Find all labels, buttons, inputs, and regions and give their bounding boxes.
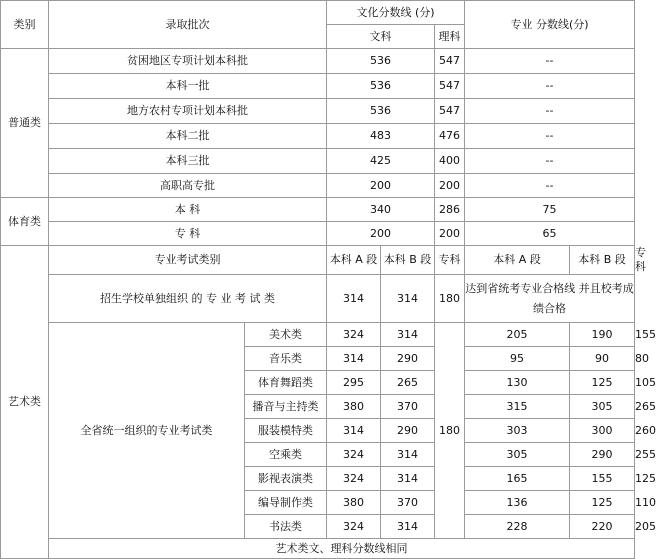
art-header-major-bk-b: 本科 B 段	[570, 246, 635, 275]
general-batch: 地方农村专项计划本科批	[49, 99, 327, 124]
general-major: --	[465, 49, 635, 74]
art-item-major-b: 125	[570, 371, 635, 395]
header-like: 理科	[435, 25, 465, 49]
art-item-name: 音乐类	[245, 347, 327, 371]
art-category-label: 艺术类	[1, 246, 49, 559]
art-item-bk-a: 380	[327, 491, 381, 515]
general-batch: 本科一批	[49, 74, 327, 99]
art-item-bk-a: 380	[327, 395, 381, 419]
admission-score-table: 类别 录取批次 文化分数线 (分) 专业 分数线(分) 文科 理科 普通类 贫困地区专项计划本科批 536 547 -- 本科一批 536 547 -- 地方农村专项计划本科批 536 547 -- 本科二批 483 476 -- 本科三批 425 400 -- 高职高专批 200 200 -- 体育类 本 科 340 286 75 专 科 200 200 65 艺术类 专业考试类别 本科 A 段 本科 B 段 专科 本科 A 段 本科 B 段 专科 招生学校单独组织 的 专 业 考 试 类 314 314 180 达到省统考专业合格线 并且校考成绩合格 全省统一组织的专业考试类 美术类 324 314 180 205 190 155 音乐类 314 290 95 90 80 体育舞蹈类 295 265 130 125 105 播音与主持类 380 370 315 305 265 服装模特类 314 290 303 300 260 空乘类 324 314 305 290 255 影视表演类 324 314 165 155 125 编导制作类 380 370 136 125 110 书法类 324 314 228 220 205 艺术类文、理科分数线相同	[0, 0, 635, 559]
art-item-bk-b: 314	[381, 323, 435, 347]
art-item-name: 编导制作类	[245, 491, 327, 515]
art-item-major-a: 130	[465, 371, 570, 395]
sports-batch: 专 科	[49, 222, 327, 246]
art-item-major-b: 90	[570, 347, 635, 371]
general-like: 200	[435, 174, 465, 198]
art-item-name: 播音与主持类	[245, 395, 327, 419]
art-item-bk-b: 314	[381, 515, 435, 539]
art-item-bk-b: 314	[381, 467, 435, 491]
art-item-major-b: 305	[570, 395, 635, 419]
art-item-major-b: 155	[570, 467, 635, 491]
sports-major: 65	[465, 222, 635, 246]
header-wenke: 文科	[327, 25, 435, 49]
art-header-bk-a: 本科 A 段	[327, 246, 381, 275]
sports-major: 75	[465, 198, 635, 222]
general-like: 400	[435, 149, 465, 174]
sports-batch: 本 科	[49, 198, 327, 222]
general-like: 476	[435, 124, 465, 149]
art-item-major-a: 305	[465, 443, 570, 467]
general-major: --	[465, 74, 635, 99]
art-footer-note: 艺术类文、理科分数线相同	[49, 539, 635, 559]
art-header-bk-b: 本科 B 段	[381, 246, 435, 275]
header-batch: 录取批次	[49, 1, 327, 49]
art-item-major-b: 300	[570, 419, 635, 443]
sports-category-label: 体育类	[1, 198, 49, 246]
general-batch: 本科二批	[49, 124, 327, 149]
art-item-major-a: 315	[465, 395, 570, 419]
art-item-name: 空乘类	[245, 443, 327, 467]
header-major: 专业 分数线(分)	[465, 1, 635, 49]
art-single-major: 达到省统考专业合格线 并且校考成绩合格	[465, 275, 635, 323]
general-wenke: 200	[327, 174, 435, 198]
art-item-bk-b: 314	[381, 443, 435, 467]
art-item-bk-a: 324	[327, 323, 381, 347]
general-wenke: 536	[327, 99, 435, 124]
general-like: 547	[435, 99, 465, 124]
art-item-bk-a: 314	[327, 347, 381, 371]
art-item-bk-b: 370	[381, 491, 435, 515]
sports-wenke: 200	[327, 222, 435, 246]
general-wenke: 536	[327, 74, 435, 99]
sports-wenke: 340	[327, 198, 435, 222]
general-wenke: 536	[327, 49, 435, 74]
general-like: 547	[435, 74, 465, 99]
general-like: 547	[435, 49, 465, 74]
art-item-major-a: 165	[465, 467, 570, 491]
art-header-exam-type: 专业考试类别	[49, 246, 327, 275]
art-item-bk-b: 265	[381, 371, 435, 395]
art-item-bk-a: 324	[327, 467, 381, 491]
art-unified-label: 全省统一组织的专业考试类	[49, 323, 245, 539]
header-culture: 文化分数线 (分)	[327, 1, 465, 25]
art-item-name: 体育舞蹈类	[245, 371, 327, 395]
sports-like: 200	[435, 222, 465, 246]
art-header-zk: 专科	[435, 246, 465, 275]
art-item-major-b: 125	[570, 491, 635, 515]
art-unified-zk: 180	[435, 323, 465, 539]
header-category: 类别	[1, 1, 49, 49]
general-batch: 本科三批	[49, 149, 327, 174]
general-wenke: 483	[327, 124, 435, 149]
general-major: --	[465, 149, 635, 174]
art-item-bk-a: 324	[327, 443, 381, 467]
art-item-name: 美术类	[245, 323, 327, 347]
general-major: --	[465, 99, 635, 124]
general-major: --	[465, 174, 635, 198]
art-single-zk: 180	[435, 275, 465, 323]
art-item-bk-b: 290	[381, 419, 435, 443]
art-item-major-a: 205	[465, 323, 570, 347]
general-major: --	[465, 124, 635, 149]
art-single-label: 招生学校单独组织 的 专 业 考 试 类	[49, 275, 327, 323]
art-item-major-b: 290	[570, 443, 635, 467]
art-item-bk-a: 314	[327, 419, 381, 443]
art-header-major-bk-a: 本科 A 段	[465, 246, 570, 275]
art-item-bk-b: 290	[381, 347, 435, 371]
art-single-bk-a: 314	[327, 275, 381, 323]
general-wenke: 425	[327, 149, 435, 174]
art-item-major-a: 228	[465, 515, 570, 539]
art-item-name: 书法类	[245, 515, 327, 539]
general-batch: 高职高专批	[49, 174, 327, 198]
art-item-major-a: 303	[465, 419, 570, 443]
art-item-name: 服装模特类	[245, 419, 327, 443]
art-item-bk-a: 295	[327, 371, 381, 395]
sports-like: 286	[435, 198, 465, 222]
art-single-bk-b: 314	[381, 275, 435, 323]
general-category-label: 普通类	[1, 49, 49, 198]
art-item-name: 影视表演类	[245, 467, 327, 491]
art-item-major-b: 220	[570, 515, 635, 539]
general-batch: 贫困地区专项计划本科批	[49, 49, 327, 74]
art-item-major-a: 95	[465, 347, 570, 371]
art-item-major-b: 190	[570, 323, 635, 347]
art-item-bk-a: 324	[327, 515, 381, 539]
art-item-major-a: 136	[465, 491, 570, 515]
art-item-bk-b: 370	[381, 395, 435, 419]
